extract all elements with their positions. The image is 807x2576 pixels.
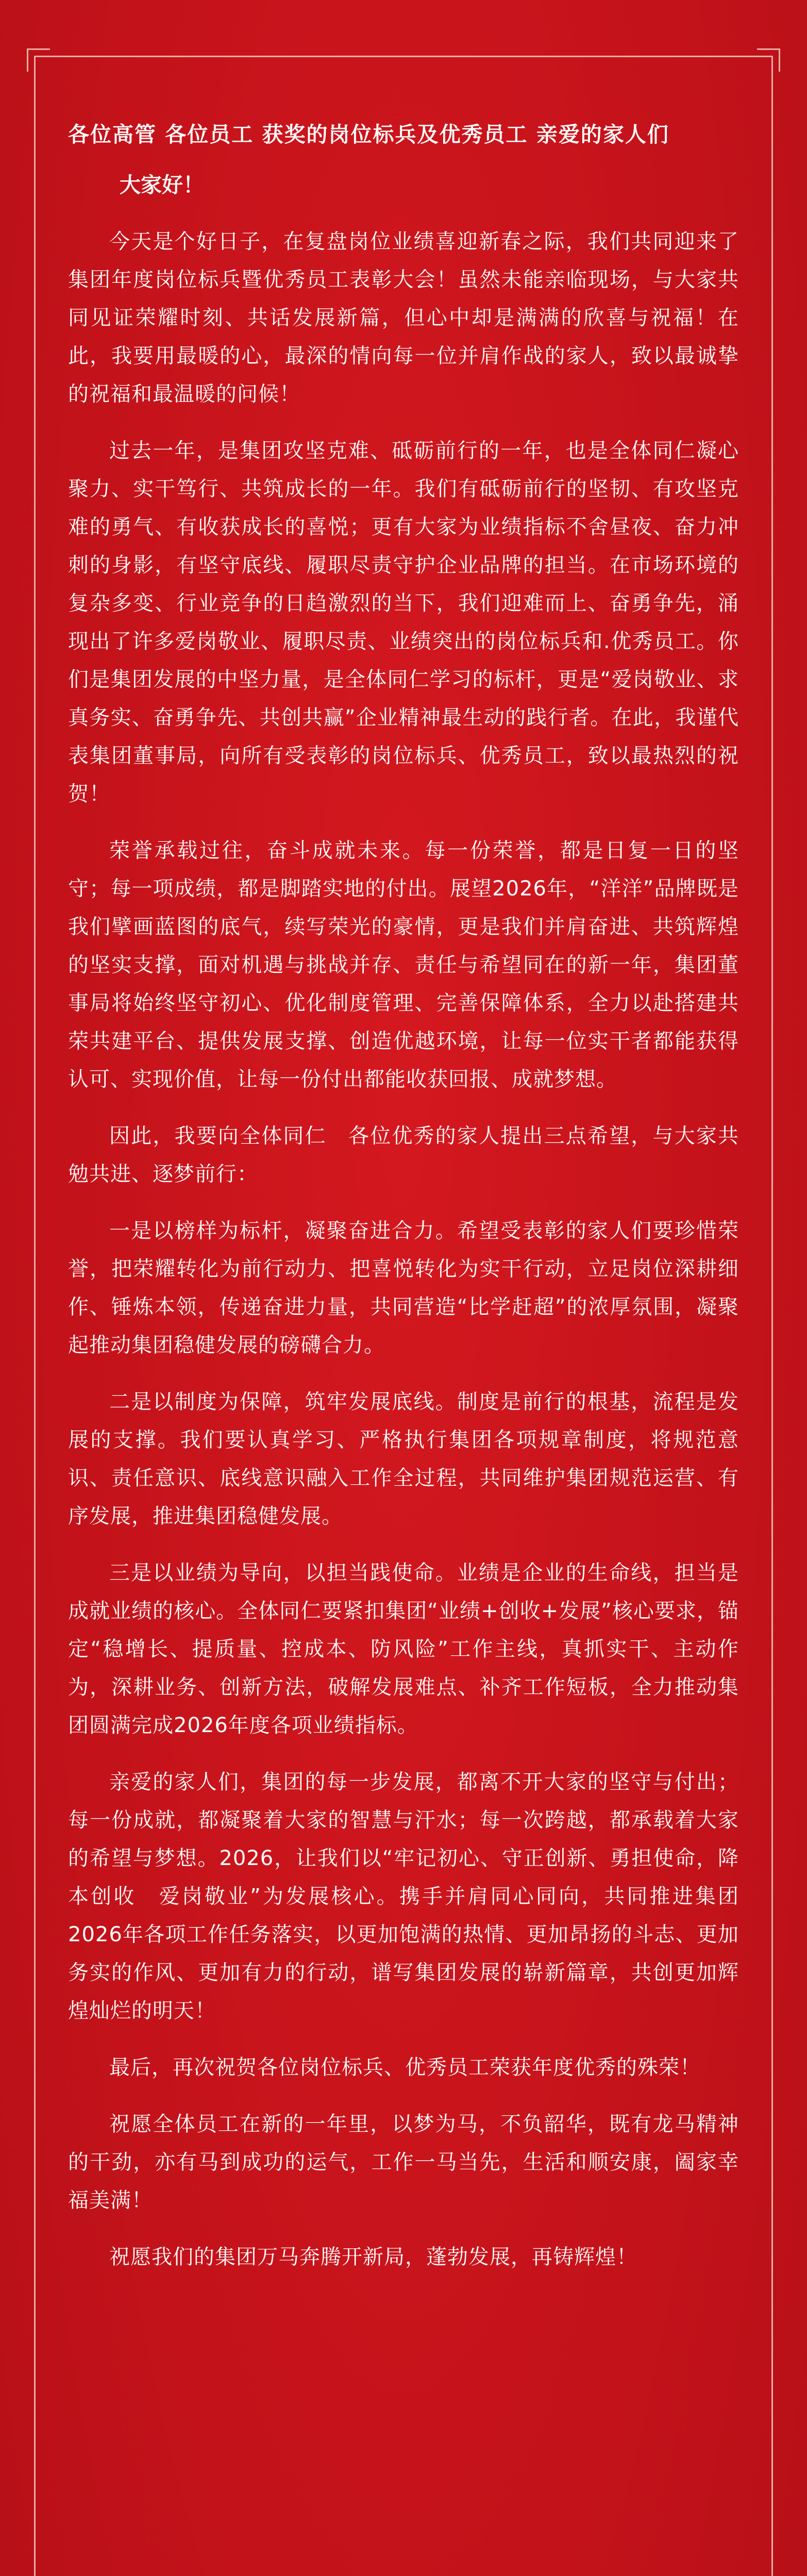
paragraph-outlook: 荣誉承载过往，奋斗成就未来。每一份荣誉，都是日复一日的坚守；每一项成绩，都是脚踏实地的付出。展望2026年，“洋洋”品牌既是我们擘画蓝图的底气，续写荣光的豪情，更是我们并肩奋进、共筑辉煌的坚实支撑，面对机遇与挑战并存、责任与希望同在的新一年，集团董事局将始终坚守初心、优化制度管理、完善保障体系，全力以赴搭建共荣共建平台、提供发展支撑、创造优越环境，让每一位实干者都能获得认可、实现价值，让每一份付出都能收获回报、成就梦想。	[68, 839, 739, 1091]
paragraph-hopes-intro: 因此，我要向全体同仁 各位优秀的家人提出三点希望，与大家共勉共进、逐梦前行：	[68, 1124, 739, 1186]
paragraph-family: 亲爱的家人们，集团的每一步发展，都离不开大家的坚守与付出；每一份成就，都凝聚着大家的智慧与汗水；每一次跨越，都承载着大家的希望与梦想。2026，让我们以“牢记初心、守正创新、勇担使命，降本创收 爱岗敬业”为发展核心。携手并肩同心同向，共同推进集团2026年各项工作任务落实，以更加饱满的热情、更加昂扬的斗志、更加务实的作风、更加有力的行动，谱写集团发展的崭新篇章，共创更加辉煌灿烂的明天！	[68, 1770, 739, 2023]
frame-corner-top-right	[757, 48, 780, 72]
paragraph-wish-staff: 祝愿全体员工在新的一年里，以梦为马，不负韶华，既有龙马精神的干劲，亦有马到成功的运气，工作一马当先，生活和顺安康，阖家幸福美满！	[68, 2112, 739, 2212]
greeting: 大家好！	[120, 173, 204, 197]
paragraph-review: 过去一年，是集团攻坚克难、砥砺前行的一年，也是全体同仁凝心聚力、实干笃行、共筑成长的一年。我们有砥砺前行的坚韧、有攻坚克难的勇气、有收获成长的喜悦；更有大家为业绩指标不舍昼夜、奋力冲刺的身影，有坚守底线、履职尽责守护企业品牌的担当。在市场环境的复杂多变、行业竞争的日趋激烈的当下，我们迎难而上、奋勇争先，涌现出了许多爱岗敬业、履职尽责、业绩突出的岗位标兵和.优秀员工。你们是集团发展的中坚力量，是全体同仁学习的标杆，更是“爱岗敬业、求真务实、奋勇争先、共创共赢”企业精神最生动的践行者。在此，我谨代表集团董事局，向所有受表彰的岗位标兵、优秀员工，致以最热烈的祝贺！	[68, 439, 739, 806]
letter-body	[68, 117, 739, 2295]
paragraph-wish-group: 祝愿我们的集团万马奔腾开新局，蓬勃发展，再铸辉煌！	[109, 2245, 637, 2269]
paragraph-opening: 今天是个好日子，在复盘岗位业绩喜迎新春之际，我们共同迎来了集团年度岗位标兵暨优秀员工表彰大会！虽然未能亲临现场，与大家共同见证荣耀时刻、共话发展新篇，但心中却是满满的欣喜与祝福！在此，我要用最暖的心，最深的情向每一位并肩作战的家人，致以最诚挚的祝福和最温暖的问候！	[68, 230, 739, 406]
paragraph-hope-three: 三是以业绩为导向，以担当践使命。业绩是企业的生命线，担当是成就业绩的核心。全体同仁要紧扣集团“业绩+创收+发展”核心要求，锚定“稳增长、提质量、控成本、防风险”工作主线，真抓实干、主动作为，深耕业务、创新方法，破解发展难点、补齐工作短板，全力推动集团圆满完成2026年度各项业绩指标。	[68, 1561, 739, 1737]
salutation: 各位高管 各位员工 获奖的岗位标兵及优秀员工 亲爱的家人们	[68, 122, 669, 147]
paragraph-hope-two: 二是以制度为保障，筑牢发展底线。制度是前行的根基，流程是发展的支撑。我们要认真学习、严格执行集团各项规章制度，将规范意识、责任意识、底线意识融入工作全过程，共同维护集团规范运营、有序发展，推进集团稳健发展。	[68, 1390, 739, 1528]
paragraph-hope-one: 一是以榜样为标杆，凝聚奋进合力。希望受表彰的家人们要珍惜荣誉，把荣耀转化为前行动力、把喜悦转化为实干行动，立足岗位深耕细作、锤炼本领，传递奋进力量，共同营造“比学赶超”的浓厚氛围，凝聚起推动集团稳健发展的磅礴合力。	[68, 1219, 739, 1357]
frame-corner-top-left	[27, 48, 50, 72]
paragraph-congrats: 最后，再次祝贺各位岗位标兵、优秀员工荣获年度优秀的殊荣！	[109, 2056, 701, 2079]
